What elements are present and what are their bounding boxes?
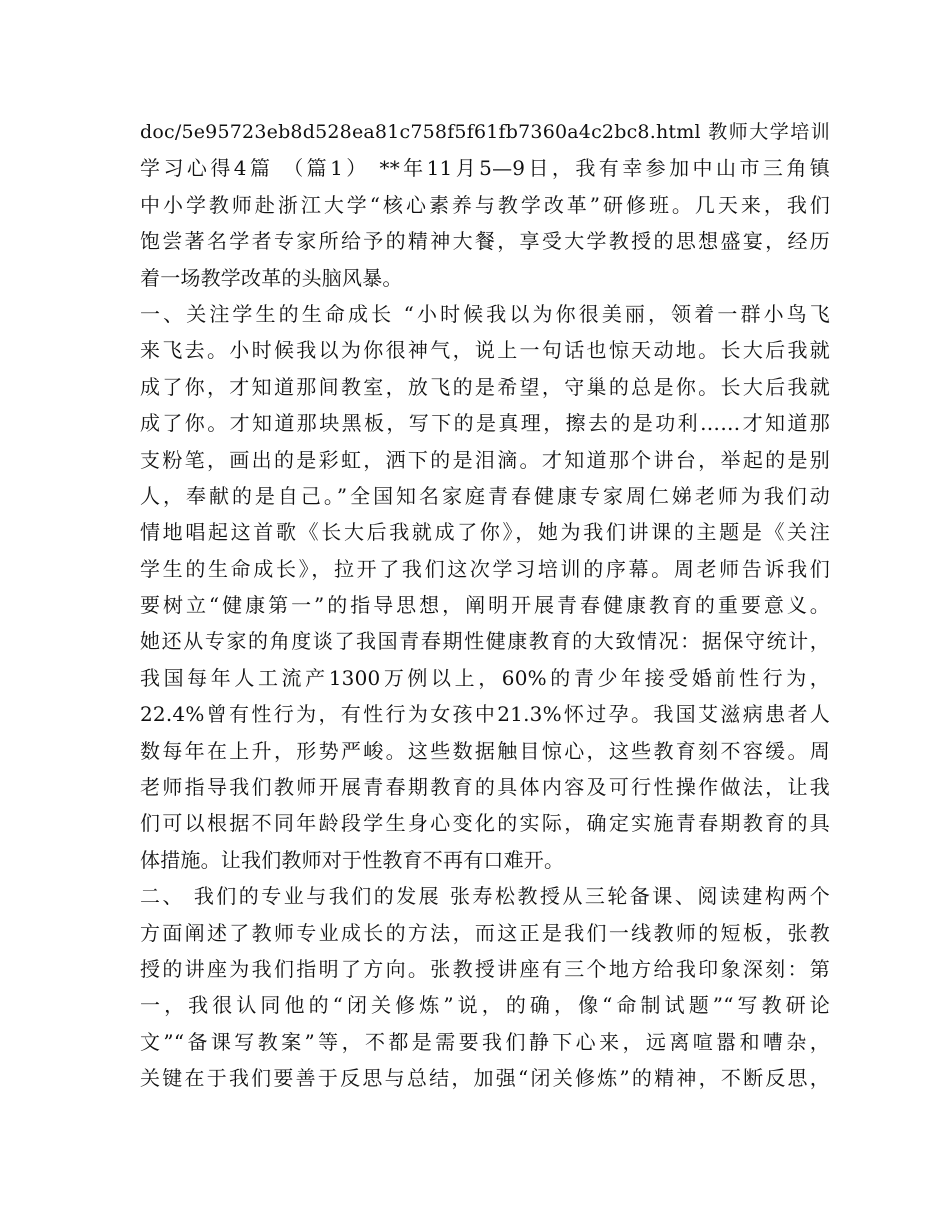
text-line: 人，奉献的是自己。”全国知名家庭青春健康专家周仁娣老师为我们动 bbox=[140, 483, 830, 508]
text-line: 方面阐述了教师专业成长的方法，而这正是我们一线教师的短板，张教 bbox=[140, 920, 830, 945]
text-line: 老师指导我们教师开展青春期教育的具体内容及可行性操作做法，让我 bbox=[140, 775, 830, 800]
text-line: 一、关注学生的生命成长 “小时候我以为你很美丽，领着一群小鸟飞 bbox=[140, 301, 830, 326]
document-body bbox=[140, 114, 830, 1097]
text-line: 支粉笔，画出的是彩虹，洒下的是泪滴。才知道那个讲台，举起的是别 bbox=[140, 447, 830, 472]
text-line: 她还从专家的角度谈了我国青春期性健康教育的大致情况：据保守统计， bbox=[140, 629, 830, 654]
text-line: 我国每年人工流产1300万例以上，60%的青少年接受婚前性行为， bbox=[140, 665, 830, 690]
text-line: 文”“备课写教案”等，不都是需要我们静下心来，远离喧嚣和嘈杂， bbox=[140, 1029, 830, 1054]
text-line: doc/5e95723eb8d528ea81c758f5f61fb7360a4c2bc8.html 教师大学培训 bbox=[140, 121, 830, 143]
text-line: 一，我很认同他的“闭关修炼”说，的确，像“命制试题”“写教研论 bbox=[140, 993, 830, 1018]
text-line: 授的讲座为我们指明了方向。张教授讲座有三个地方给我印象深刻：第 bbox=[140, 956, 830, 981]
text-line: 学生的生命成长》，拉开了我们这次学习培训的序幕。周老师告诉我们 bbox=[140, 556, 830, 581]
text-line: 数每年在上升，形势严峻。这些数据触目惊心，这些教育刻不容缓。周 bbox=[140, 738, 830, 763]
text-line: 22.4%曾有性行为，有性行为女孩中21.3%怀过孕。我国艾滋病患者人 bbox=[140, 702, 830, 727]
text-line: 学习心得4篇 （篇1） **年11月5—9日，我有幸参加中山市三角镇 bbox=[140, 156, 830, 181]
text-line: 来飞去。小时候我以为你很神气，说上一句话也惊天动地。长大后我就 bbox=[140, 338, 830, 363]
text-line: 成了你。才知道那块黑板，写下的是真理，擦去的是功利……才知道那 bbox=[140, 411, 830, 436]
text-line: 们可以根据不同年龄段学生身心变化的实际，确定实施青春期教育的具 bbox=[140, 811, 830, 836]
text-line: 要树立“健康第一”的指导思想，阐明开展青春健康教育的重要意义。 bbox=[140, 593, 830, 618]
text-line: 情地唱起这首歌《长大后我就成了你》，她为我们讲课的主题是《关注 bbox=[140, 520, 830, 545]
text-line: 体措施。让我们教师对于性教育不再有口难开。 bbox=[140, 847, 565, 872]
text-line: 着一场教学改革的头脑风暴。 bbox=[140, 265, 403, 290]
text-line: 二、 我们的专业与我们的发展 张寿松教授从三轮备课、阅读建构两个 bbox=[140, 884, 830, 909]
text-line: 中小学教师赴浙江大学“核心素养与教学改革”研修班。几天来，我们 bbox=[140, 192, 830, 217]
text-line: 成了你，才知道那间教室，放飞的是希望，守巢的总是你。长大后我就 bbox=[140, 374, 830, 399]
text-line: 关键在于我们要善于反思与总结，加强“闭关修炼”的精神，不断反思， bbox=[140, 1066, 830, 1091]
text-line: 饱尝著名学者专家所给予的精神大餐，享受大学教授的思想盛宴，经历 bbox=[140, 229, 830, 254]
